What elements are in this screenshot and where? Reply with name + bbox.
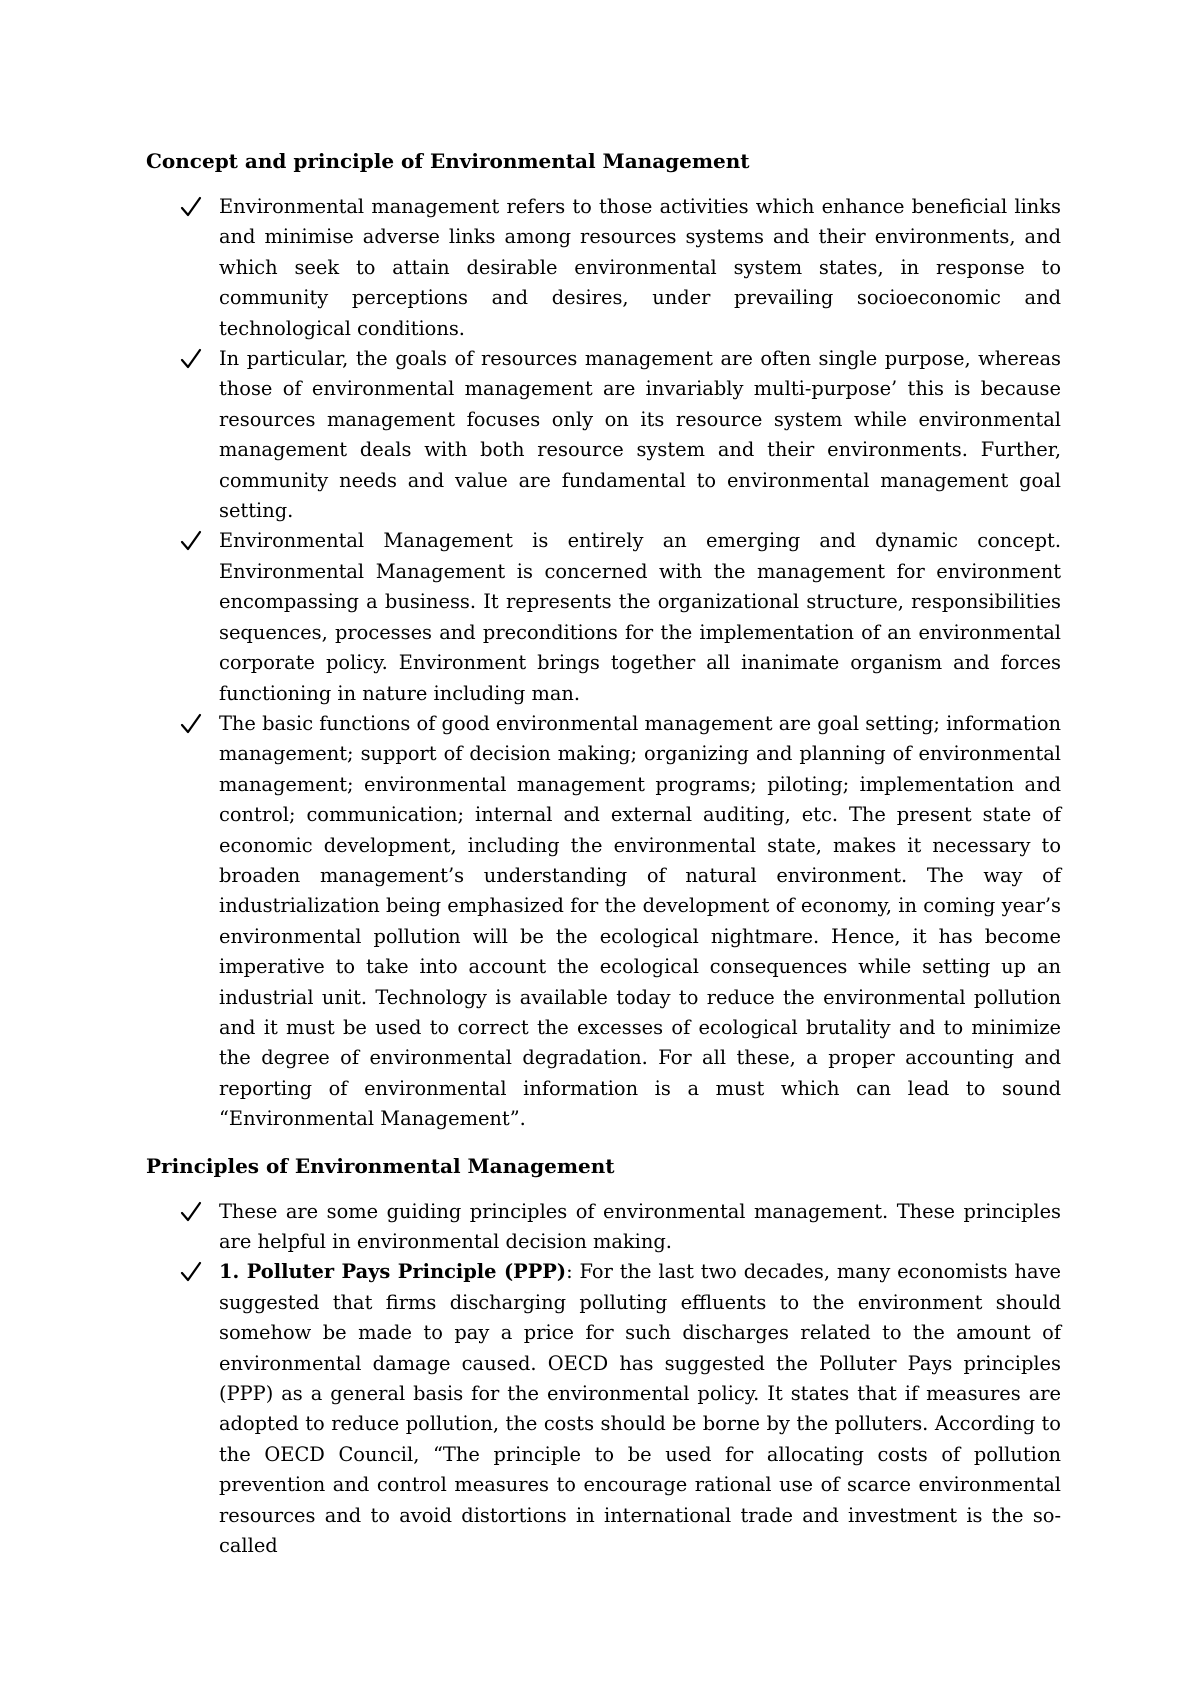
checkmark-icon: [180, 526, 202, 556]
list-item-text: : For the last two decades, many economists have suggested that firms discharging polluting effluents to the environment should somehow be made to pay a price for such discharges related to the amount of environmental damage caused. OECD has suggested the Polluter Pays principles (PPP) as a general basis for the environmental policy. It states that if measures are adopted to reduce pollution, the costs should be borne by the polluters. According to the OECD Council, “The principle to be used for allocating costs of pollution prevention and control measures to encourage rational use of scarce environmental resources and to avoid distortions in international trade and investment is the so-called: [219, 1260, 1061, 1558]
list-item: [146, 526, 1061, 708]
checkmark-icon: [180, 344, 202, 374]
list-item-text: These are some guiding principles of environmental management. These principles are helpful in environmental decision making.: [219, 1199, 1061, 1253]
document-body: [146, 146, 1061, 1561]
section-heading-principles: Principles of Environmental Management: [146, 1153, 615, 1178]
list-item: [146, 709, 1061, 1135]
list-item-text: Environmental Management is entirely an emerging and dynamic concept. Environmental Management is concerned with the management for environment encompassing a business. It represents the organizational structure, responsibilities sequences, processes and preconditions for the implementation of an environmental corporate policy. Environment brings together all inanimate organism and forces functioning in nature including man.: [219, 529, 1061, 705]
list-item-text: Environmental management refers to those activities which enhance beneficial links and minimise adverse links among resources systems and their environments, and which seek to attain desirable environmental system states, in response to community perceptions and desires, under prevailing socioeconomic and technological conditions.: [219, 195, 1061, 340]
list-item: [146, 1197, 1061, 1258]
checkmark-icon: [180, 709, 202, 739]
list-item: [146, 192, 1061, 344]
list-item: [146, 1257, 1061, 1561]
principles-bullet-list: [146, 1197, 1061, 1562]
checkmark-icon: [180, 1197, 202, 1227]
list-item-text: In particular, the goals of resources management are often single purpose, whereas those of environmental management are invariably multi-purpose’ this is because resources management focuses only on its resource system while environmental management deals with both resource system and their environments. Further, community needs and value are fundamental to environmental management goal setting.: [219, 347, 1061, 523]
principle-title: 1. Polluter Pays Principle (PPP): [219, 1260, 567, 1284]
list-item: [146, 344, 1061, 526]
checkmark-icon: [180, 192, 202, 222]
section-heading-concept: Concept and principle of Environmental Management: [146, 149, 750, 173]
checkmark-icon: [180, 1257, 202, 1287]
concept-bullet-list: [146, 192, 1061, 1135]
list-item-text: The basic functions of good environmental management are goal setting; information management; support of decision making; organizing and planning of environmental management; environmental management programs; piloting; implementation and control; communication; internal and external auditing, etc. The present state of economic development, including the environmental state, makes it necessary to broaden management’s understanding of natural environment. The way of industrialization being emphasized for the development of economy, in coming year’s environmental pollution will be the ecological nightmare. Hence, it has become imperative to take into account the ecological consequences while setting up an industrial unit. Technology is available today to reduce the environmental pollution and it must be used to correct the excesses of ecological brutality and to minimize the degree of environmental degradation. For all these, a proper accounting and reporting of environmental information is a must which can lead to sound “Environmental Management”.: [219, 711, 1061, 1131]
